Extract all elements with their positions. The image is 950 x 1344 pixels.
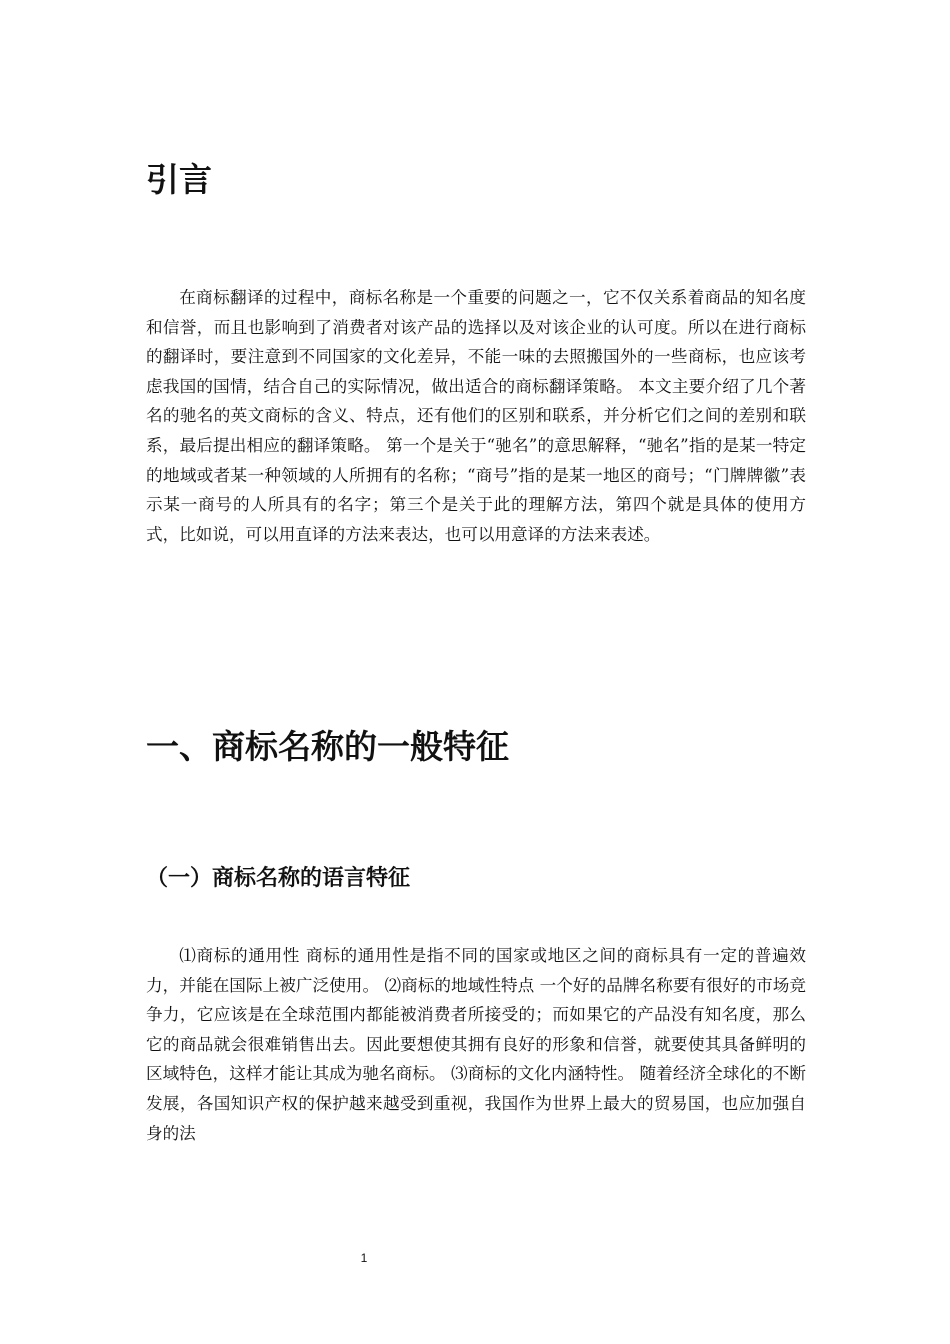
- section-1-1-paragraph: ⑴商标的通用性 商标的通用性是指不同的国家或地区之间的商标具有一定的普遍效力，并能在国际上被广泛使用。 ⑵商标的地域性特点 一个好的品牌名称要有很好的市场竞争力，它应该是在全球范围内都能被消费者所接受的；而如果它的产品没有知名度，那么它的商品就会很难销售出去。因此要想使其拥有良好的形象和信誉，就要使其具备鲜明的区域特色，这样才能让其成为驰名商标。 ⑶商标的文化内涵特性。 随着经济全球化的不断发展，各国知识产权的保护越来越受到重视，我国作为世界上最大的贸易国，也应加强自身的法: [146, 946, 806, 1143]
- section-1-1-heading: （一）商标名称的语言特征: [146, 866, 411, 891]
- chapter-1-heading: 一、商标名称的一般特征: [146, 727, 509, 766]
- intro-heading: 引言: [146, 160, 212, 199]
- page-number: 1: [360, 1251, 368, 1265]
- intro-paragraph: 在商标翻译的过程中，商标名称是一个重要的问题之一，它不仅关系着商品的知名度和信誉，而且也影响到了消费者对该产品的选择以及对该企业的认可度。所以在进行商标的翻译时，要注意到不同国家的文化差异，不能一味的去照搬国外的一些商标，也应该考虑我国的国情，结合自己的实际情况，做出适合的商标翻译策略。 本文主要介绍了几个著名的驰名的英文商标的含义、特点，还有他们的区别和联系，并分析它们之间的差别和联系，最后提出相应的翻译策略。 第一个是关于“驰名”的意思解释，“驰名”指的是某一特定的地域或者某一种领域的人所拥有的名称；“商号”指的是某一地区的商号；“门牌牌徽”表示某一商号的人所具有的名字；第三个是关于此的理解方法，第四个就是具体的使用方式，比如说，可以用直译的方法来表达，也可以用意译的方法来表述。: [146, 288, 806, 544]
